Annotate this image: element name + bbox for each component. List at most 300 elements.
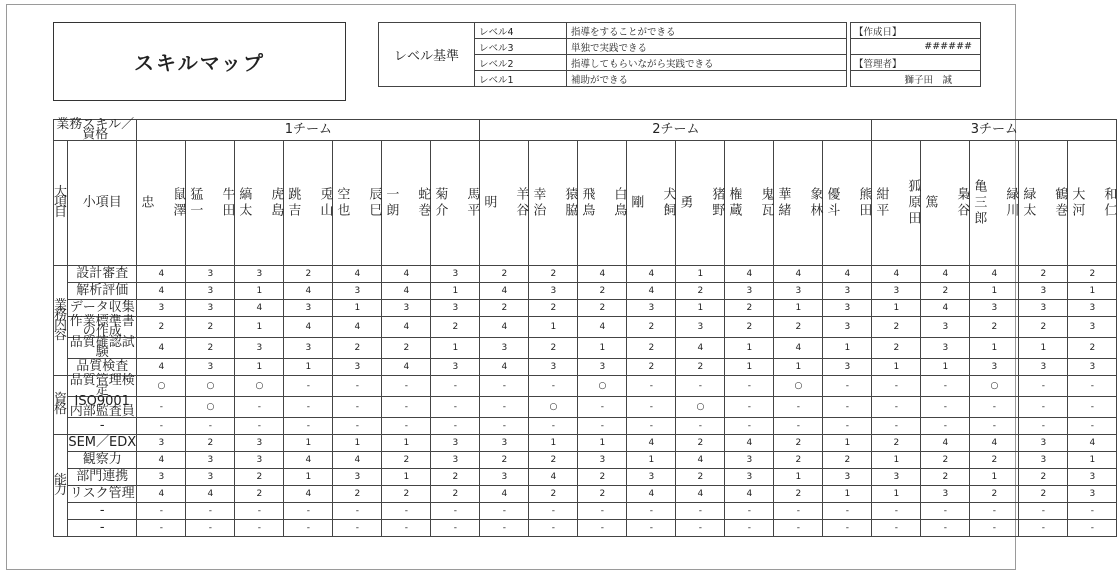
level-name: レベル1 [475, 71, 567, 87]
skill-value-cell: 1 [1068, 452, 1117, 469]
skill-value-cell: 4 [823, 266, 872, 283]
major-item-header: 大項目 [54, 141, 68, 266]
skill-value-cell: 3 [186, 283, 235, 300]
skill-value-cell: - [1068, 397, 1117, 418]
skill-value-cell: 2 [333, 338, 382, 359]
skill-value-cell: 1 [382, 435, 431, 452]
skill-value-cell: - [529, 503, 578, 520]
skill-value-cell: 2 [676, 469, 725, 486]
skill-value-cell: - [970, 397, 1019, 418]
sub-item-cell: 解析評価 [68, 283, 137, 300]
skill-value-cell: 4 [137, 338, 186, 359]
skill-value-cell: 2 [1068, 338, 1117, 359]
skill-value-cell: - [480, 418, 529, 435]
skill-value-cell: - [725, 418, 774, 435]
skill-value-cell: - [676, 376, 725, 397]
skill-value-cell: 2 [627, 317, 676, 338]
skill-value-cell: 3 [333, 283, 382, 300]
skill-value-cell: 3 [186, 452, 235, 469]
table-row [54, 317, 1117, 338]
skill-value-cell: ○ [578, 376, 627, 397]
skill-value-cell: 4 [921, 300, 970, 317]
skill-value-cell: 2 [186, 317, 235, 338]
skill-value-cell: 3 [627, 300, 676, 317]
skill-value-cell: ○ [774, 376, 823, 397]
skill-value-cell: 4 [480, 283, 529, 300]
skill-value-cell: 4 [137, 452, 186, 469]
sub-item-cell: リスク管理 [68, 486, 137, 503]
skill-value-cell: 4 [970, 435, 1019, 452]
skill-value-cell: - [725, 397, 774, 418]
skill-value-cell: 3 [823, 283, 872, 300]
skill-value-cell: 2 [872, 317, 921, 338]
skill-value-cell: 2 [529, 338, 578, 359]
skill-value-cell: 4 [627, 435, 676, 452]
skill-value-cell: - [774, 397, 823, 418]
skill-value-cell: - [676, 418, 725, 435]
skill-value-cell: - [921, 503, 970, 520]
skill-value-cell: 4 [725, 486, 774, 503]
skill-value-cell: 3 [431, 266, 480, 283]
category-cell: 資格 [54, 376, 68, 435]
skill-value-cell: 3 [725, 469, 774, 486]
skill-value-cell: - [578, 503, 627, 520]
skill-value-cell: 3 [137, 435, 186, 452]
skill-value-cell: ○ [186, 376, 235, 397]
member-name: 鶴巻 緑太 [1019, 141, 1068, 266]
skill-value-cell: 1 [578, 435, 627, 452]
member-name: 兎山 跳吉 [284, 141, 333, 266]
skill-value-cell: - [382, 520, 431, 537]
skill-value-cell: - [382, 376, 431, 397]
skill-value-cell: 3 [1019, 359, 1068, 376]
skill-value-cell: - [774, 503, 823, 520]
skill-value-cell: - [480, 503, 529, 520]
skill-value-cell: - [186, 503, 235, 520]
skill-value-cell: ○ [970, 376, 1019, 397]
manager-label: 【管理者】 [851, 55, 981, 71]
table-row [54, 359, 1117, 376]
skill-value-cell: 3 [1068, 359, 1117, 376]
skill-value-cell: - [921, 376, 970, 397]
skill-value-cell: - [627, 376, 676, 397]
skill-value-cell: 1 [725, 338, 774, 359]
skill-value-cell: 2 [578, 283, 627, 300]
skill-value-cell: 2 [1019, 317, 1068, 338]
skill-value-cell: ○ [676, 397, 725, 418]
skill-value-cell: - [137, 418, 186, 435]
skill-value-cell: 3 [529, 283, 578, 300]
table-row [54, 338, 1117, 359]
skill-value-cell: 2 [382, 338, 431, 359]
skill-value-cell: 3 [725, 452, 774, 469]
skill-value-cell: 3 [480, 338, 529, 359]
skill-value-cell: 3 [823, 469, 872, 486]
skill-value-cell: - [725, 376, 774, 397]
skill-map-table [53, 119, 1117, 537]
skill-value-cell: 4 [578, 317, 627, 338]
skill-value-cell: 3 [333, 359, 382, 376]
skill-value-cell: 3 [970, 359, 1019, 376]
skill-value-cell: 3 [823, 359, 872, 376]
skill-value-cell: - [333, 397, 382, 418]
skill-value-cell: - [1019, 520, 1068, 537]
skill-value-cell: - [1019, 397, 1068, 418]
skill-value-cell: 2 [382, 486, 431, 503]
level-name: レベル4 [475, 23, 567, 39]
skill-value-cell: 3 [1068, 486, 1117, 503]
skill-value-cell: 1 [333, 300, 382, 317]
skill-value-cell: 4 [774, 338, 823, 359]
skill-value-cell: 2 [235, 486, 284, 503]
member-name: 鼠澤 忠 [137, 141, 186, 266]
skill-value-cell: 4 [480, 359, 529, 376]
skill-value-cell: - [627, 503, 676, 520]
skill-value-cell: 2 [970, 486, 1019, 503]
skill-value-cell: 3 [1019, 300, 1068, 317]
skill-value-cell: 3 [1019, 283, 1068, 300]
skill-value-cell: 4 [137, 486, 186, 503]
skill-value-cell: ○ [137, 376, 186, 397]
skill-value-cell: - [235, 397, 284, 418]
skill-value-cell: 3 [529, 359, 578, 376]
skill-value-cell: 4 [627, 266, 676, 283]
skill-value-cell: - [284, 503, 333, 520]
skill-value-cell: - [823, 418, 872, 435]
skill-value-cell: - [823, 397, 872, 418]
skill-value-cell: - [872, 397, 921, 418]
skill-value-cell: 3 [578, 359, 627, 376]
info-table [850, 22, 981, 87]
sub-item-cell: 設計審査 [68, 266, 137, 283]
skill-value-cell: 4 [284, 317, 333, 338]
skill-value-cell: 4 [627, 486, 676, 503]
skill-value-cell: - [431, 520, 480, 537]
skill-value-cell: 3 [725, 283, 774, 300]
skill-value-cell: - [431, 397, 480, 418]
skill-value-cell: 3 [137, 300, 186, 317]
member-name: 狐原田 紺平 [872, 141, 921, 266]
member-name: 緑川 亀三郎 [970, 141, 1019, 266]
member-name: 猿脇 幸治 [529, 141, 578, 266]
skill-value-cell: 3 [823, 317, 872, 338]
member-name: 象林 華緒 [774, 141, 823, 266]
skill-value-cell: - [627, 520, 676, 537]
skill-value-cell: - [186, 418, 235, 435]
member-name: 鬼瓦 権蔵 [725, 141, 774, 266]
skill-value-cell: 2 [578, 469, 627, 486]
skill-value-cell: 2 [1019, 469, 1068, 486]
created-label: 【作成日】 [851, 23, 981, 39]
skill-value-cell: 3 [970, 300, 1019, 317]
skill-value-cell: 2 [431, 486, 480, 503]
skill-value-cell: 3 [774, 283, 823, 300]
skill-value-cell: ○ [235, 376, 284, 397]
skill-value-cell: 2 [382, 452, 431, 469]
skill-value-cell: 2 [872, 338, 921, 359]
skill-value-cell: 4 [382, 283, 431, 300]
skill-value-cell: - [970, 520, 1019, 537]
page-title: スキルマップ [53, 22, 346, 101]
skill-value-cell: - [578, 418, 627, 435]
skill-value-cell: - [235, 418, 284, 435]
skill-value-cell: 4 [333, 452, 382, 469]
skill-value-cell: 3 [676, 317, 725, 338]
skill-value-cell: 3 [186, 359, 235, 376]
skill-value-cell: 2 [529, 452, 578, 469]
skill-value-cell: - [578, 520, 627, 537]
skill-value-cell: 2 [235, 469, 284, 486]
manager-value: 獅子田 誠 [851, 71, 981, 87]
skill-value-cell: 1 [725, 359, 774, 376]
skill-value-cell: - [333, 503, 382, 520]
created-value: ###### [851, 39, 981, 55]
skill-value-cell: 3 [823, 300, 872, 317]
skill-value-cell: 1 [529, 317, 578, 338]
skill-value-cell: 2 [480, 300, 529, 317]
skill-value-cell: 1 [970, 469, 1019, 486]
skill-value-cell: 1 [676, 300, 725, 317]
skill-value-cell: 2 [774, 317, 823, 338]
skill-value-cell: - [970, 418, 1019, 435]
skill-value-cell: - [627, 397, 676, 418]
skill-value-cell: - [382, 418, 431, 435]
sub-item-cell: 観察力 [68, 452, 137, 469]
table-row [54, 503, 1117, 520]
table-row [54, 520, 1117, 537]
level-standard-label: レベル基準 [379, 23, 475, 87]
skill-value-cell: 4 [725, 435, 774, 452]
skill-value-cell: 3 [186, 300, 235, 317]
table-row [54, 397, 1117, 418]
skill-value-cell: - [872, 503, 921, 520]
skill-value-cell: 4 [627, 283, 676, 300]
skill-value-cell: - [676, 503, 725, 520]
member-name: 馬平 菊介 [431, 141, 480, 266]
skill-value-cell: 2 [186, 338, 235, 359]
skill-value-cell: 1 [872, 300, 921, 317]
category-cell: 業務内容 [54, 266, 68, 376]
skill-value-cell: - [529, 418, 578, 435]
skill-value-cell: 2 [1068, 266, 1117, 283]
skill-value-cell: - [1019, 376, 1068, 397]
skill-value-cell: 3 [921, 317, 970, 338]
sub-item-cell: SEM／EDX [68, 435, 137, 450]
skill-value-cell: 3 [480, 435, 529, 452]
skill-value-cell: 2 [1019, 486, 1068, 503]
skill-value-cell: - [333, 418, 382, 435]
skill-value-cell: 1 [774, 300, 823, 317]
skill-value-cell: 3 [431, 359, 480, 376]
skill-value-cell: 1 [627, 452, 676, 469]
skill-value-cell: 1 [235, 283, 284, 300]
table-row [54, 469, 1117, 486]
table-row [54, 486, 1117, 503]
skill-value-cell: 3 [872, 283, 921, 300]
skill-value-cell: - [1019, 503, 1068, 520]
member-name: 蛇巻 一朗 [382, 141, 431, 266]
skill-value-cell: 4 [235, 300, 284, 317]
skill-value-cell: 1 [431, 338, 480, 359]
skill-value-cell: 3 [1068, 469, 1117, 486]
skill-value-cell: 1 [921, 359, 970, 376]
skill-value-cell: 3 [872, 469, 921, 486]
skill-value-cell: - [921, 418, 970, 435]
table-row [54, 300, 1117, 317]
skill-value-cell: 2 [725, 300, 774, 317]
team-header: 1チーム [137, 120, 480, 141]
member-name: 辰巳 空也 [333, 141, 382, 266]
skill-value-cell: 2 [774, 435, 823, 452]
skill-value-cell: 4 [529, 469, 578, 486]
level-name: レベル2 [475, 55, 567, 71]
skill-value-cell: 4 [382, 359, 431, 376]
skill-value-cell: 2 [529, 486, 578, 503]
skill-value-cell: 4 [382, 317, 431, 338]
table-row [54, 452, 1117, 469]
skill-value-cell: 4 [333, 266, 382, 283]
skill-value-cell: 1 [774, 469, 823, 486]
skill-value-cell: ○ [186, 397, 235, 418]
member-name: 虎島 縞太 [235, 141, 284, 266]
skill-value-cell: 1 [235, 317, 284, 338]
skill-value-cell: ○ [529, 397, 578, 418]
skill-value-cell: - [1068, 418, 1117, 435]
skill-value-cell: 3 [480, 469, 529, 486]
skill-value-cell: - [725, 503, 774, 520]
member-name: 和仁 大河 [1068, 141, 1117, 266]
member-name: 白鳥 飛鳥 [578, 141, 627, 266]
sub-item-cell: 部門連携 [68, 469, 137, 486]
skill-value-cell: - [333, 520, 382, 537]
skill-value-cell: - [627, 418, 676, 435]
skill-value-cell: - [921, 520, 970, 537]
skill-value-cell: - [235, 520, 284, 537]
sub-item-cell: データ収集 [68, 300, 137, 317]
skill-value-cell: 2 [921, 283, 970, 300]
skill-value-cell: 2 [970, 452, 1019, 469]
skill-value-cell: - [823, 503, 872, 520]
skill-value-cell: 3 [1068, 300, 1117, 317]
team-header: 2チーム [480, 120, 872, 141]
level-desc: 補助ができる [567, 71, 847, 87]
level-desc: 指導してもらいながら実践できる [567, 55, 847, 71]
skill-value-cell: 1 [578, 338, 627, 359]
skill-value-cell: 4 [137, 359, 186, 376]
skill-value-cell: 3 [235, 338, 284, 359]
skill-value-cell: 2 [627, 359, 676, 376]
skill-value-cell: - [284, 418, 333, 435]
team-header: 3チーム [872, 120, 1117, 141]
skill-value-cell: 1 [872, 452, 921, 469]
skill-value-cell: 1 [1019, 338, 1068, 359]
skill-value-cell: 4 [872, 266, 921, 283]
skill-value-cell: 2 [137, 317, 186, 338]
skill-value-cell: 2 [676, 359, 725, 376]
skill-value-cell: 2 [431, 317, 480, 338]
skill-value-cell: 4 [725, 266, 774, 283]
skill-value-cell: 4 [480, 486, 529, 503]
skill-value-cell: 4 [970, 266, 1019, 283]
skill-value-cell: 1 [872, 486, 921, 503]
skill-value-cell: - [284, 397, 333, 418]
member-name: 羊谷 明 [480, 141, 529, 266]
skill-value-cell: 2 [480, 452, 529, 469]
skill-value-cell: 2 [529, 266, 578, 283]
member-name: 牛田 猛一 [186, 141, 235, 266]
skill-value-cell: 4 [676, 486, 725, 503]
sub-item-cell: ISO9001 内部監査員 [68, 397, 137, 418]
skill-value-cell: 3 [578, 452, 627, 469]
skill-value-cell: 2 [1019, 266, 1068, 283]
skill-value-cell: - [1019, 418, 1068, 435]
skill-value-cell: 2 [725, 317, 774, 338]
sub-item-cell: - [68, 503, 137, 520]
skill-value-cell: 1 [1068, 283, 1117, 300]
skill-value-cell: - [1068, 376, 1117, 397]
skill-value-cell: 2 [676, 435, 725, 452]
skill-value-cell: - [284, 520, 333, 537]
skill-value-cell: - [725, 520, 774, 537]
skill-value-cell: 1 [823, 338, 872, 359]
table-row [54, 266, 1117, 283]
skill-value-cell: 3 [235, 452, 284, 469]
skill-value-cell: 2 [970, 317, 1019, 338]
skill-value-cell: 4 [676, 452, 725, 469]
skill-value-cell: - [774, 418, 823, 435]
skill-value-cell: - [676, 520, 725, 537]
skill-value-cell: 1 [431, 283, 480, 300]
skill-value-cell: 4 [480, 317, 529, 338]
skill-value-cell: 4 [186, 486, 235, 503]
skill-value-cell: - [921, 397, 970, 418]
skill-value-cell: 4 [284, 283, 333, 300]
skill-value-cell: 2 [676, 283, 725, 300]
skill-value-cell: 4 [137, 266, 186, 283]
skill-value-cell: 4 [921, 435, 970, 452]
skill-value-cell: - [137, 397, 186, 418]
skill-value-cell: 4 [284, 452, 333, 469]
table-row [54, 418, 1117, 435]
skill-value-cell: 2 [480, 266, 529, 283]
skill-value-cell: 3 [1019, 435, 1068, 452]
skill-value-cell: 1 [872, 359, 921, 376]
skill-value-cell: 3 [382, 300, 431, 317]
skill-value-cell: 3 [186, 469, 235, 486]
member-name: 梟谷 篤 [921, 141, 970, 266]
skill-value-cell: - [774, 520, 823, 537]
skill-value-cell: 3 [431, 300, 480, 317]
skill-value-cell: 2 [578, 486, 627, 503]
skill-value-cell: 2 [774, 452, 823, 469]
member-name: 猪野 勇 [676, 141, 725, 266]
skill-value-cell: 1 [529, 435, 578, 452]
skill-value-cell: - [382, 503, 431, 520]
skill-value-cell: 1 [774, 359, 823, 376]
skill-value-cell: 3 [137, 469, 186, 486]
skill-value-cell: - [529, 520, 578, 537]
skill-value-cell: 1 [284, 359, 333, 376]
skill-value-cell: 4 [333, 317, 382, 338]
skill-value-cell: 1 [284, 469, 333, 486]
skill-value-cell: 2 [823, 452, 872, 469]
skill-value-cell: - [1068, 520, 1117, 537]
sub-item-cell: - [68, 520, 137, 537]
skill-value-cell: 1 [823, 486, 872, 503]
sub-item-cell: 作業標準書の作成 [68, 317, 137, 338]
table-row [54, 376, 1117, 397]
skill-value-cell: 2 [529, 300, 578, 317]
